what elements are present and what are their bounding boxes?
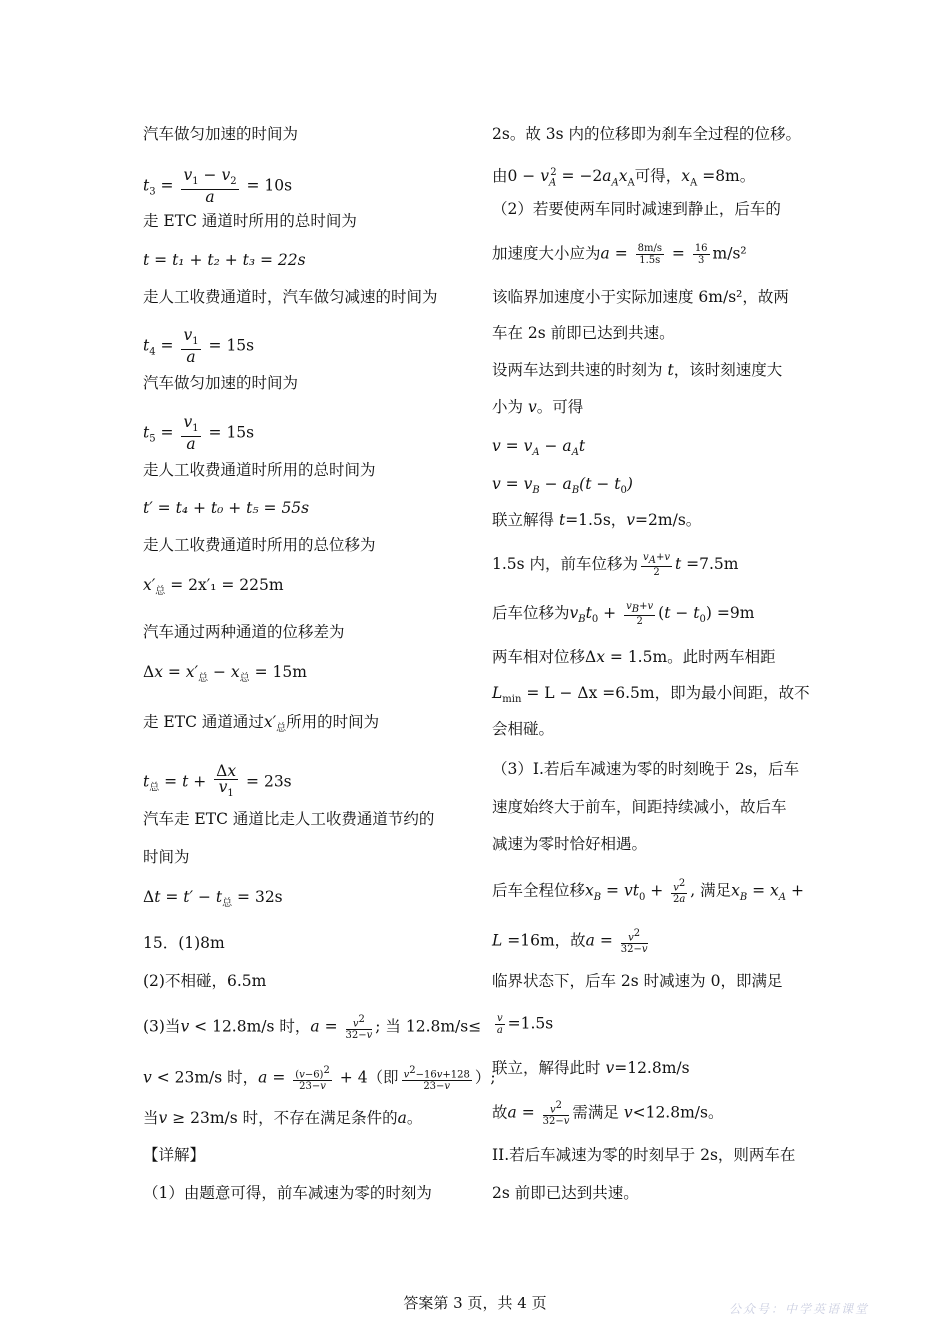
right-p2: 由$0 - v_A^2 = -2a_Ax_A$可得，$x_A =8m$。 (492, 167, 756, 189)
manual-total-intro: 走人工收费通道时所用的总时间为 (143, 461, 376, 479)
right-p17: （3）I.若后车减速为零的时刻晚于 2s，后车 (492, 760, 800, 778)
right-p4: 加速度大小应为a = $\frac{8m/s}{1.5s}$ = $\frac{16}{3}$ m/s² (492, 243, 747, 266)
right-p1: 2s。故 3s 内的位移即为刹车全过程的位移。 (492, 125, 801, 143)
right-p18: 速度始终大于前车，间距持续减小，故后车 (492, 798, 787, 816)
right-p26: II.若后车减速为零的时刻早于 2s，则两车在 (492, 1146, 796, 1164)
right-p11: 联立解得 t=1.5s，v=2m/s。 (492, 511, 702, 529)
right-p23: $\frac{v}{a}$ =1.5s (496, 1013, 554, 1036)
rear-disp-fraction: $\frac{v_B+v}{2}$ (626, 601, 654, 627)
t3-equation: $t_3$ = $\frac{v_1 - v_2}{a}$ = 10s (143, 166, 293, 207)
t3-intro: 汽车做匀加速的时间为 (143, 125, 299, 143)
right-p14: 两车相对位移Δx = 1.5m。此时两车相距 (492, 648, 776, 666)
saving-intro-1: 汽车走 ETC 通道比走人工收费通道节约的 (143, 810, 435, 828)
right-p12: 1.5s 内，前车位移为 $\frac{v_A+v}{2}$ t =7.5m (492, 552, 739, 578)
saving-intro-2: 时间为 (143, 848, 190, 866)
detail-line-1: （1）由题意可得，前车减速为零的时刻为 (143, 1184, 432, 1202)
etc-total-equation: t = t₁ + t₂ + t₃ = 22s (143, 251, 306, 269)
right-p27: 2s 前即已达到共速。 (492, 1184, 639, 1202)
etc-time-intro: 走 ETC 通道通过$x'_总$所用的时间为 (143, 713, 380, 735)
right-p21: L =16m，故a = $\frac{v^2}{32-v}$ (492, 928, 648, 956)
t5-equation: $t_5$ = $\frac{v_1}{a}$ = 15s (143, 413, 255, 454)
front-disp-fraction: $\frac{v_A+v}{2}$ (643, 552, 670, 578)
final-fraction: $\frac{v^2}{32-v}$ (542, 1100, 570, 1128)
right-p13: 后车位移为$v_Bt_0$ + $\frac{v_B+v}{2}$ $(t - t_0) =9m$ (492, 601, 755, 627)
right-p16: 会相碰。 (492, 720, 555, 738)
rear-total-fraction: $\frac{v^2}{2a}$ (673, 878, 686, 906)
accel-result-fraction: $\frac{v^2}{32-v}$ (620, 928, 648, 956)
right-p6: 车在 2s 前即已达到共速。 (492, 324, 675, 342)
right-p3: （2）若要使两车同时减速到静止，后车的 (492, 200, 781, 218)
disp-diff-equation: $\Delta x = x'_总 - x_总 = 15m$ (143, 663, 307, 685)
right-p7: 设两车达到共速的时刻为 t，该时刻速度大 (492, 361, 783, 379)
right-eq-vB: $v = v_B - a_B(t - t_0)$ (492, 475, 633, 497)
manual-decel-intro: 走人工收费通道时，汽车做匀减速的时间为 (143, 288, 438, 306)
q15-frac-2: $\frac{(v-6)^2}{23-v}$ (295, 1065, 330, 1093)
q15-frac-3: $\frac{v^2-16v+128}{23-v}$ (403, 1065, 470, 1093)
right-p20: 后车全程位移$x_B = vt_0$ + $\frac{v^2}{2a}$ , 满足$x_B = x_A$ + (492, 878, 804, 906)
q15-answer-3-line2: v < 23m/s 时，a = $\frac{(v-6)^2}{23-v}$ + 4（即 $\frac{v^2-16v+128}{23-v}$ ）; (143, 1065, 496, 1093)
q15-frac-1: $\frac{v^2}{32-v}$ (345, 1014, 373, 1042)
right-p24: 联立，解得此时 v=12.8m/s (492, 1059, 690, 1077)
manual-total-equation: t′ = t₄ + t₀ + t₅ = 55s (143, 499, 310, 517)
critical-fraction: $\frac{v}{a}$ (496, 1013, 503, 1036)
right-p19: 减速为零时恰好相遇。 (492, 835, 648, 853)
etc-time-equation: $t_总 = t$ + $\frac{\Delta x}{v_1}$ = 23s (143, 762, 292, 800)
t4-equation: $t_4$ = $\frac{v_1}{a}$ = 15s (143, 326, 255, 367)
right-p5: 该临界加速度小于实际加速度 6m/s²，故两 (492, 288, 789, 306)
t4-fraction: $\frac{v_1}{a}$ (183, 326, 199, 367)
detail-label: 【详解】 (143, 1146, 206, 1164)
manual-disp-equation: $x'_总 = 2x'_1 = 225m$ (143, 576, 284, 598)
right-p25: 故a = $\frac{v^2}{32-v}$ 需满足 v<12.8m/s。 (492, 1100, 724, 1128)
accel-fraction-2: $\frac{16}{3}$ (694, 243, 708, 266)
t5-fraction: $\frac{v_1}{a}$ (183, 413, 199, 454)
right-p8: 小为 v。可得 (492, 398, 584, 416)
t3-fraction: $\frac{v_1 - v_2}{a}$ (183, 166, 237, 207)
etc-total-intro: 走 ETC 通道时所用的总时间为 (143, 212, 357, 230)
manual-disp-intro: 走人工收费通道时所用的总位移为 (143, 536, 376, 554)
page-footer: 答案第 3 页，共 4 页 (403, 1294, 547, 1312)
etc-time-fraction: $\frac{\Delta x}{v_1}$ (216, 762, 237, 800)
right-p15: $L_{min} = L - \Delta x =6.5m$，即为最小间距，故不 (492, 684, 810, 706)
accel-fraction: $\frac{8m/s}{1.5s}$ (637, 243, 662, 266)
q15-answer-1: 15．(1)8m (143, 934, 225, 952)
q15-answer-3-line1: (3)当v < 12.8m/s 时，a = $\frac{v^2}{32-v}$ ; 当 12.8m/s≤ (143, 1014, 482, 1042)
q15-answer-2: (2)不相碰，6.5m (143, 972, 267, 990)
saving-equation: $\Delta t = t' - t_总 = 32s$ (143, 888, 283, 910)
right-p22: 临界状态下，后车 2s 时减速为 0，即满足 (492, 972, 783, 990)
watermark: 公众号：中学英语课堂 (729, 1302, 870, 1316)
t5-intro: 汽车做匀加速的时间为 (143, 374, 299, 392)
right-eq-vA: $v = v_A - a_At$ (492, 437, 586, 459)
disp-diff-intro: 汽车通过两种通道的位移差为 (143, 623, 345, 641)
q15-answer-3-line3: 当v ≥ 23m/s 时，不存在满足条件的a。 (143, 1109, 423, 1127)
